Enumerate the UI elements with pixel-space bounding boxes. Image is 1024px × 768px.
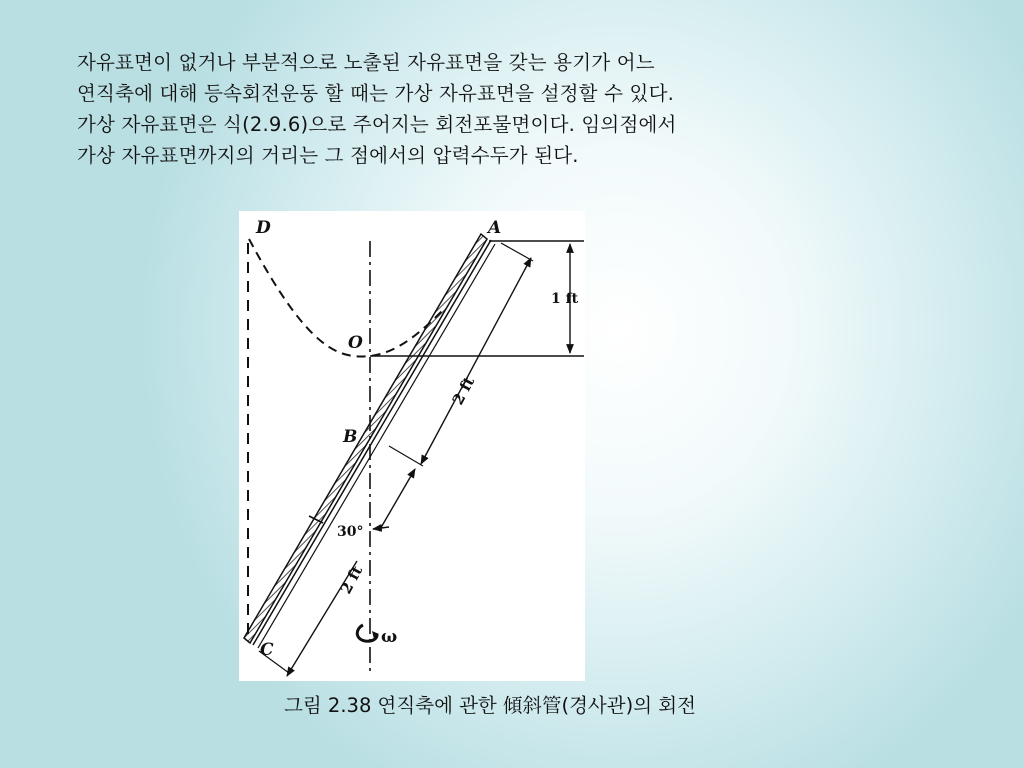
- label-o: O: [348, 333, 363, 353]
- label-dim-lower: 2 ft: [336, 562, 367, 597]
- paragraph-line-2: 연직축에 대해 등속회전운동 할 때는 가상 자유표면을 설정할 수 있다.: [77, 82, 675, 105]
- label-dim-upper: 2 ft: [448, 373, 479, 408]
- paragraph-line-1: 자유표면이 없거나 부분적으로 노출된 자유표면을 갖는 용기가 어느: [77, 51, 655, 74]
- label-angle: 30°: [337, 524, 364, 540]
- label-b: B: [343, 427, 358, 447]
- figure-caption: [0, 690, 1024, 718]
- paraboloid-curve: [249, 239, 444, 356]
- tube-inner-wall-2: [258, 244, 495, 648]
- paragraph-line-3: 가상 자유표면은 식(2.9.6)으로 주어지는 회전포물면이다. 임의점에서: [77, 113, 677, 136]
- body-paragraph: [77, 47, 957, 171]
- label-c: C: [260, 640, 274, 660]
- figure-svg: [239, 211, 585, 681]
- paragraph-line-4: 가상 자유표면까지의 거리는 그 점에서의 압력수두가 된다.: [77, 144, 579, 167]
- label-omega: ω: [381, 627, 398, 647]
- label-dim-height: 1 ft: [551, 291, 579, 307]
- dim-upper-arrow: [421, 258, 531, 464]
- dim-lower-arrow-top: [379, 469, 415, 531]
- inclined-tube: [244, 234, 487, 643]
- caption-text: 그림 2.38 연직축에 관한 傾斜管(경사관)의 회전: [284, 694, 696, 717]
- tube-inner-wall: [253, 240, 491, 645]
- rotating-tube-figure: [239, 211, 585, 681]
- angle-arrow: [373, 527, 389, 529]
- label-a: A: [488, 218, 502, 238]
- dim-upper-extension-2: [389, 446, 423, 466]
- label-d: D: [256, 218, 271, 238]
- dim-upper-extension: [501, 243, 533, 261]
